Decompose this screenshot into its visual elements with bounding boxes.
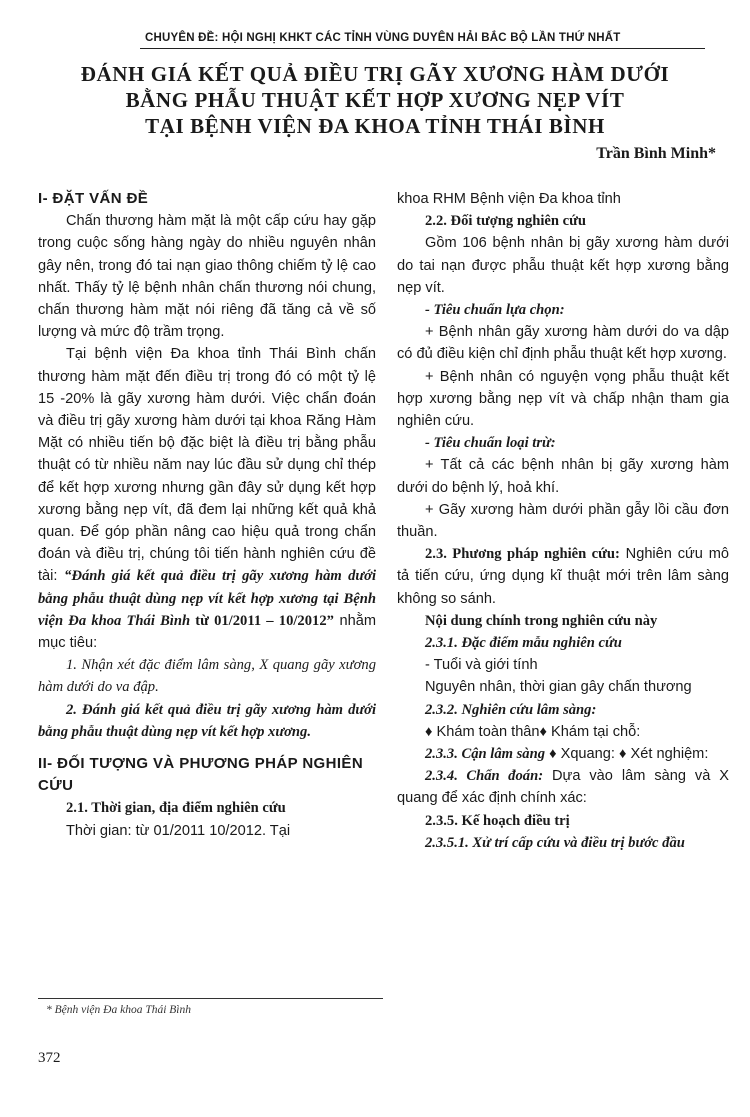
subsection-2-3-3-text: ♦ Xquang: ♦ Xét nghiệm:: [545, 746, 709, 763]
continued-text: khoa RHM Bệnh viện Đa khoa tỉnh: [397, 191, 621, 207]
subsection-2-3-3-heading: 2.3.3. Cận lâm sàng: [425, 746, 546, 763]
subsection-2-3-1: 2.3.1. Đặc điểm mẫu nghiên cứu: [425, 635, 622, 652]
page-number: 372: [38, 1050, 61, 1066]
subsection-2-2: 2.2. Đối tượng nghiên cứu: [425, 213, 587, 230]
article-title-line-3: TẠI BỆNH VIỆN ĐA KHOA TỈNH THÁI BÌNH: [145, 114, 605, 138]
subsection-2-3-4: [397, 765, 729, 809]
inclusion-criterion-1: + Bệnh nhân gãy xương hàm dưới do va dập có đủ điều kiện chỉ định phẫu thuật kết hợp xương.: [397, 324, 729, 363]
exclusion-criteria-heading: - Tiêu chuẩn loại trừ:: [425, 435, 556, 452]
cause-time-item: Nguyên nhân, thời gian gây chấn thương: [425, 679, 692, 696]
running-head: CHUYÊN ĐỀ: HỘI NGHỊ KHKT CÁC TỈNH VÙNG DUYÊN HẢI BẮC BỘ LẦN THỨ NHẤT: [145, 32, 621, 44]
inclusion-criterion-2: + Bệnh nhân có nguyện vọng phẫu thuật kết hợp xương bằng nẹp vít và chấp nhận tham gia nghiên cứu.: [397, 368, 729, 430]
subsection-2-3-4-text: Dựa vào lâm sàng và X quang để xác định chính xác:: [397, 768, 730, 807]
subsection-2-3-heading: 2.3. Phương pháp nghiên cứu:: [425, 546, 620, 563]
exclusion-criterion-1: + Tất cả các bệnh nhân bị gãy xương hàm dưới do bệnh lý, hoả khí.: [397, 457, 729, 496]
subsection-2-3-text: Nghiên cứu mô tả tiến cứu, ứng dụng kĩ thuật mới trên lâm sàng không so sánh.: [397, 546, 729, 607]
subsection-2-3-4-heading: 2.3.4. Chẩn đoán:: [425, 768, 544, 785]
section-heading-methods: II- ĐỐI TƯỢNG VÀ PHƯƠNG PHÁP NGHIÊN CỨU: [38, 755, 364, 795]
subsection-2-3: [397, 543, 729, 610]
exclusion-criterion-2: + Gãy xương hàm dưới phần gẫy lồi cầu đơn thuần.: [397, 501, 729, 541]
age-gender-item: - Tuổi và giới tính: [425, 657, 538, 674]
footnote-affiliation: * Bệnh viện Đa khoa Thái Bình: [46, 1004, 192, 1016]
subsection-2-2-text: Gồm 106 bệnh nhân bị gãy xương hàm dưới do tai nạn được phẫu thuật kết hợp xương bằng nẹp vít.: [397, 235, 729, 296]
inclusion-criteria-heading: - Tiêu chuẩn lựa chọn:: [425, 302, 565, 319]
author-name: Trần Bình Minh*: [596, 145, 716, 162]
spacer: [38, 743, 376, 753]
subsection-2-3-2: 2.3.2. Nghiên cứu lâm sàng:: [425, 701, 597, 718]
footnote-rule: [38, 998, 383, 999]
intro-paragraph-2-tail: nhằm mục tiêu:: [38, 612, 377, 652]
subsection-2-3-5-1: 2.3.5.1. Xử trí cấp cứu và điều trị bước đầu: [425, 834, 685, 851]
article-title-line-1: ĐÁNH GIÁ KẾT QUẢ ĐIỀU TRỊ GÃY XƯƠNG HÀM DƯỚI: [80, 62, 670, 86]
subsection-2-3-3: [397, 743, 729, 765]
study-topic: “Đánh giá kết quả điều trị gãy xương hàm dưới bằng phẫu thuật dùng nẹp vít kết hợp xương tại Bệnh viện Đa khoa Thái Bình: [38, 568, 376, 629]
intro-paragraph-2-text: Tại bệnh viện Đa khoa tỉnh Thái Bình chấn thương hàm mặt đến điều trị trong đó có một tỷ lệ 15 -20% là gãy xương hàm dưới. Việc chẩn đoán và điều trị gãy xương hàm dưới tại khoa Răng Hàm Mặt có nhiều tiến bộ đặc biệt là điều trị bằng phẫu thuật có từ nhiều năm nay lúc đầu sử dụng chỉ thép để kết hợp xương nhưng gần đây sử dụng kết hợp xương bằng nẹp vít, đã đem lại những kết quả khả quan. Để góp phần nâng cao hiệu quả trong chẩn đoán và điều trị, chúng tôi tiến hành nghiên cứu đề tài:: [38, 346, 376, 585]
objective-1: 1. Nhận xét đặc điểm lâm sàng, X quang gãy xương hàm dưới do va đập.: [38, 657, 376, 696]
intro-paragraph-1: Chấn thương hàm mặt là một cấp cứu hay gặp trong cuộc sống hàng ngày do nhiều nguyên nhân gây nên, trong đó tai nạn giao thông chiếm tỷ lệ cao nhất. Thấy tỷ lệ bệnh nhân chấn thương nói chung, chấn thương hàm mặt nói riêng đã tăng cả về số lượng và mức độ trầm trọng.: [38, 213, 376, 341]
left-column: [38, 188, 376, 842]
article-title-line-2: BẰNG PHẪU THUẬT KẾT HỢP XƯƠNG NẸP VÍT: [125, 88, 625, 112]
objective-2: 2. Đánh giá kết quả điều trị gãy xương hàm dưới bằng phẫu thuật dùng nẹp vít kết hợp xương.: [38, 701, 376, 740]
subsection-2-1: 2.1. Thời gian, địa điểm nghiên cứu: [66, 800, 286, 817]
section-heading-introduction: I- ĐẶT VẤN ĐỀ: [38, 190, 149, 207]
clinical-exam-items: ♦ Khám toàn thân♦ Khám tại chỗ:: [425, 723, 641, 740]
subsection-2-3-5: 2.3.5. Kế hoạch điều trị: [425, 812, 570, 829]
intro-paragraph-2: [38, 343, 376, 654]
header-rule: [140, 48, 705, 49]
subsection-2-1-text: Thời gian: từ 01/2011 10/2012. Tại: [66, 822, 291, 839]
main-content-heading: Nội dung chính trong nghiên cứu này: [425, 612, 658, 629]
study-period: từ 01/2011 – 10/2012”: [190, 612, 334, 629]
right-column: [397, 188, 729, 854]
